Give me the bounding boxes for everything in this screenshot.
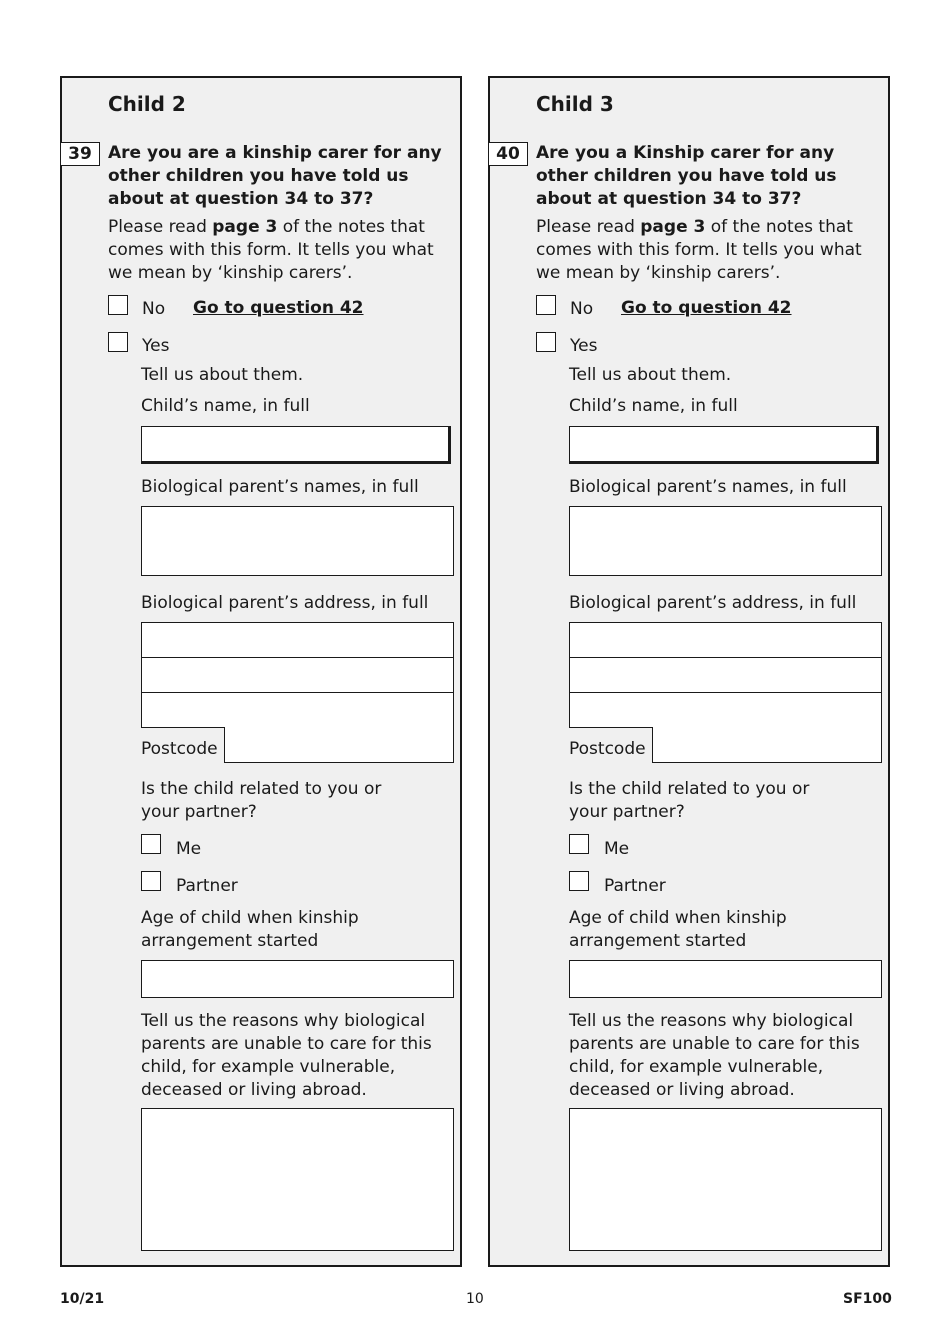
- age-label: Age of child when kinship arrangement started: [569, 908, 787, 951]
- question-text: Are you a Kinship carer for any other children you have told us about at question 34 to 37?: [536, 143, 837, 209]
- note-bold: page 3: [212, 217, 278, 237]
- yes-label: Yes: [142, 336, 170, 356]
- note-text: Please read: [536, 217, 641, 237]
- note-bold: page 3: [640, 217, 706, 237]
- me-label: Me: [176, 839, 202, 859]
- child-name-label: Child’s name, in full: [569, 396, 738, 416]
- partner-checkbox[interactable]: [569, 871, 589, 891]
- reasons-label: Tell us the reasons why biological parents are unable to care for this child, for example vulnerable, deceased or living abroad.: [141, 1011, 432, 1100]
- postcode-input[interactable]: [224, 727, 454, 763]
- panel-title: Child 2: [108, 92, 186, 116]
- postcode-input[interactable]: [652, 727, 882, 763]
- age-label: Age of child when kinship arrangement started: [141, 908, 359, 951]
- no-checkbox[interactable]: [108, 295, 128, 315]
- partner-label: Partner: [604, 876, 666, 896]
- question-number: 40: [488, 142, 528, 166]
- parent-names-input[interactable]: [569, 506, 882, 576]
- question-number: 39: [60, 142, 100, 166]
- reasons-input[interactable]: [141, 1108, 454, 1251]
- age-input[interactable]: [569, 960, 882, 998]
- parent-address-input[interactable]: [141, 622, 454, 728]
- parent-names-label: Biological parent’s names, in full: [569, 477, 847, 497]
- parent-address-input[interactable]: [569, 622, 882, 728]
- related-question: Is the child related to you or your partner?: [569, 779, 810, 822]
- note-text: Please read: [108, 217, 213, 237]
- child-name-input[interactable]: [569, 426, 879, 464]
- address-line-1[interactable]: [142, 623, 453, 658]
- yes-checkbox[interactable]: [536, 332, 556, 352]
- go-to-question-42-link: Go to question 42: [621, 298, 792, 318]
- panel-title: Child 3: [536, 92, 614, 116]
- address-line-2[interactable]: [570, 658, 881, 693]
- parent-address-label: Biological parent’s address, in full: [569, 593, 857, 613]
- postcode-label: Postcode: [141, 739, 218, 759]
- note-text: of the notes that comes with this form. It tells you what we mean by ‘kinship carers’.: [108, 217, 434, 283]
- reasons-input[interactable]: [569, 1108, 882, 1251]
- parent-names-label: Biological parent’s names, in full: [141, 477, 419, 497]
- go-to-question-42-link: Go to question 42: [193, 298, 364, 318]
- reasons-label: Tell us the reasons why biological parents are unable to care for this child, for example vulnerable, deceased or living abroad.: [569, 1011, 860, 1100]
- no-label: No: [142, 299, 166, 319]
- me-checkbox[interactable]: [141, 834, 161, 854]
- postcode-label: Postcode: [569, 739, 646, 759]
- parent-names-input[interactable]: [141, 506, 454, 576]
- child-name-input[interactable]: [141, 426, 451, 464]
- yes-checkbox[interactable]: [108, 332, 128, 352]
- child-3-panel: [488, 76, 890, 1267]
- question-text: Are you are a kinship carer for any other children you have told us about at question 34 to 37?: [108, 143, 442, 209]
- related-question: Is the child related to you or your partner?: [141, 779, 382, 822]
- footer-date: 10/21: [60, 1291, 105, 1307]
- me-label: Me: [604, 839, 630, 859]
- question-note: [536, 216, 881, 285]
- note-text: of the notes that comes with this form. It tells you what we mean by ‘kinship carers’.: [536, 217, 862, 283]
- child-2-panel: [60, 76, 462, 1267]
- partner-label: Partner: [176, 876, 238, 896]
- footer-page-number: 10: [466, 1291, 484, 1307]
- partner-checkbox[interactable]: [141, 871, 161, 891]
- footer-form-code: SF100: [843, 1291, 892, 1307]
- age-input[interactable]: [141, 960, 454, 998]
- child-name-label: Child’s name, in full: [141, 396, 310, 416]
- address-line-2[interactable]: [142, 658, 453, 693]
- tell-us-text: Tell us about them.: [141, 365, 304, 385]
- no-checkbox[interactable]: [536, 295, 556, 315]
- me-checkbox[interactable]: [569, 834, 589, 854]
- tell-us-text: Tell us about them.: [569, 365, 732, 385]
- address-line-1[interactable]: [570, 623, 881, 658]
- parent-address-label: Biological parent’s address, in full: [141, 593, 429, 613]
- yes-label: Yes: [570, 336, 598, 356]
- no-label: No: [570, 299, 594, 319]
- question-note: [108, 216, 453, 285]
